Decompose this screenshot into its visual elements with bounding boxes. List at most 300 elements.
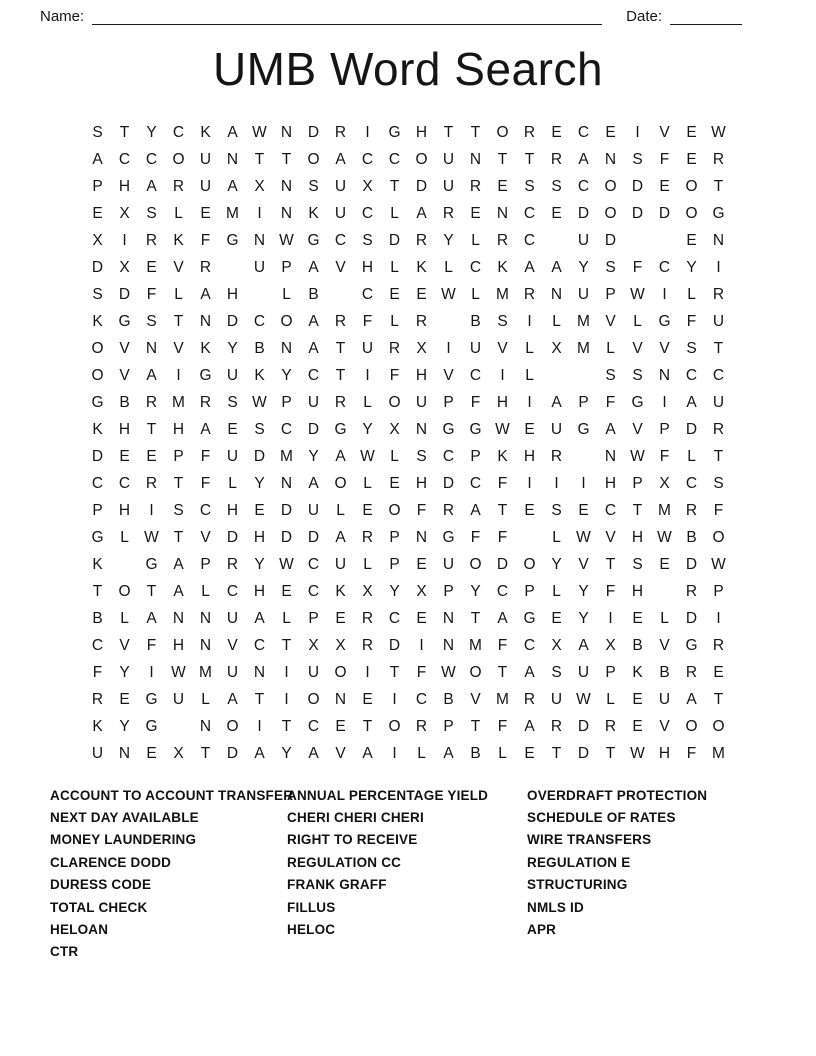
grid-cell: E — [92, 204, 103, 222]
grid-cell: T — [497, 150, 508, 168]
grid-cell: N — [442, 609, 455, 627]
grid-cell: O — [604, 204, 617, 222]
grid-cell: R — [415, 312, 428, 330]
grid-cell: W — [630, 447, 645, 465]
grid-cell: N — [118, 744, 131, 762]
grid-cell: N — [415, 528, 428, 546]
grid-cell: R — [388, 339, 401, 357]
grid-cell: G — [442, 528, 455, 546]
grid-cell: Y — [578, 609, 589, 627]
date-blank-line — [670, 10, 742, 25]
grid-cell: O — [712, 528, 725, 546]
grid-cell: C — [415, 690, 428, 708]
grid-cell: A — [497, 609, 508, 627]
grid-cell: K — [92, 717, 103, 735]
grid-cell: O — [685, 717, 698, 735]
grid-cell: V — [632, 420, 643, 438]
grid-cell: A — [146, 177, 157, 195]
grid-cell: O — [604, 177, 617, 195]
grid-cell: K — [308, 204, 319, 222]
grid-cell: H — [523, 447, 536, 465]
grid-cell: Y — [551, 555, 562, 573]
grid-cell: S — [551, 501, 562, 519]
grid-cell: P — [281, 393, 292, 411]
grid-cell: G — [631, 393, 644, 411]
grid-cell: P — [443, 582, 454, 600]
grid-cell: K — [200, 123, 211, 141]
grid-cell: H — [172, 636, 185, 654]
grid-cell: A — [362, 744, 373, 762]
grid-cell: P — [605, 285, 616, 303]
grid-cell: T — [119, 123, 130, 141]
word-grid — [84, 119, 732, 767]
grid-cell: M — [577, 312, 590, 330]
grid-cell: R — [685, 582, 698, 600]
grid-cell: R — [685, 663, 698, 681]
grid-cell: X — [551, 339, 562, 357]
grid-cell: E — [362, 690, 373, 708]
grid-cell: P — [632, 474, 643, 492]
grid-cell: O — [307, 150, 320, 168]
grid-cell: C — [577, 177, 590, 195]
grid-cell: F — [659, 447, 670, 465]
header — [0, 6, 816, 26]
grid-cell: L — [120, 528, 129, 546]
grid-cell: U — [307, 501, 320, 519]
grid-cell: X — [362, 582, 373, 600]
grid-cell: N — [199, 717, 212, 735]
grid-cell: Y — [254, 555, 265, 573]
grid-cell: N — [280, 204, 293, 222]
grid-cell: A — [173, 582, 184, 600]
grid-cell: C — [685, 474, 698, 492]
grid-cell: V — [659, 636, 670, 654]
grid-cell: L — [606, 339, 615, 357]
grid-cell: M — [199, 663, 212, 681]
grid-cell: W — [252, 123, 267, 141]
grid-cell: L — [660, 609, 669, 627]
grid-cell: O — [469, 555, 482, 573]
grid-cell: A — [335, 447, 346, 465]
grid-cell: P — [92, 177, 103, 195]
grid-cell: U — [307, 663, 320, 681]
grid-cell: U — [577, 285, 590, 303]
grid-cell: E — [200, 204, 211, 222]
grid-cell: E — [146, 258, 157, 276]
grid-cell: W — [441, 663, 456, 681]
word-list-item: CTR — [50, 944, 79, 960]
grid-cell: S — [92, 285, 103, 303]
grid-cell: Y — [119, 663, 130, 681]
grid-cell: V — [200, 528, 211, 546]
grid-cell: O — [172, 150, 185, 168]
grid-cell: R — [523, 285, 536, 303]
grid-cell: U — [226, 663, 239, 681]
grid-cell: E — [578, 501, 589, 519]
grid-cell: A — [416, 204, 427, 222]
grid-cell: E — [686, 123, 697, 141]
grid-cell: G — [388, 123, 401, 141]
grid-cell: U — [334, 204, 347, 222]
grid-cell: T — [173, 528, 184, 546]
grid-cell: Y — [227, 339, 238, 357]
grid-cell: M — [226, 204, 239, 222]
grid-cell: F — [146, 285, 157, 303]
grid-cell: R — [469, 177, 482, 195]
grid-cell: X — [119, 204, 130, 222]
grid-cell: E — [389, 285, 400, 303]
grid-cell: L — [282, 285, 291, 303]
page-title: UMB Word Search — [212, 43, 604, 95]
grid-cell: W — [252, 393, 267, 411]
grid-cell: I — [716, 258, 721, 276]
grid-cell: F — [659, 150, 670, 168]
grid-cell: C — [307, 582, 320, 600]
word-list-item: OVERDRAFT PROTECTION — [527, 787, 708, 803]
grid-cell: L — [363, 393, 372, 411]
grid-cell: S — [632, 366, 643, 384]
grid-cell: W — [441, 285, 456, 303]
grid-cell: A — [308, 258, 319, 276]
word-list-item: HELOC — [287, 922, 336, 938]
grid-cell: N — [280, 177, 293, 195]
grid-cell: G — [307, 231, 320, 249]
grid-cell: U — [226, 447, 239, 465]
grid-cell: A — [146, 366, 157, 384]
grid-cell: O — [685, 177, 698, 195]
grid-cell: E — [227, 420, 238, 438]
grid-cell: A — [146, 609, 157, 627]
word-list-item: SCHEDULE OF RATES — [527, 810, 676, 825]
grid-cell: C — [685, 366, 698, 384]
grid-cell: S — [497, 312, 508, 330]
grid-cell: O — [388, 717, 401, 735]
grid-cell: E — [659, 555, 670, 573]
grid-cell: T — [281, 150, 292, 168]
grid-cell: G — [685, 636, 698, 654]
grid-cell: C — [361, 285, 374, 303]
grid-cell: B — [659, 663, 670, 681]
grid-cell: E — [119, 447, 130, 465]
word-list-item: STRUCTURING — [527, 877, 628, 893]
grid-cell: A — [308, 744, 319, 762]
grid-cell: D — [307, 528, 320, 546]
word-list-item: DURESS CODE — [50, 877, 152, 893]
grid-cell: V — [173, 258, 184, 276]
grid-cell: T — [281, 717, 292, 735]
grid-cell: S — [551, 177, 562, 195]
grid-cell: R — [226, 555, 239, 573]
grid-cell: M — [496, 690, 509, 708]
grid-cell: R — [199, 393, 212, 411]
grid-cell: G — [91, 528, 104, 546]
grid-cell: R — [712, 285, 725, 303]
grid-cell: R — [523, 690, 536, 708]
grid-cell: L — [444, 258, 453, 276]
grid-cell: F — [605, 393, 616, 411]
grid-cell: T — [281, 636, 292, 654]
grid-cell: D — [442, 474, 455, 492]
grid-cell: L — [390, 312, 399, 330]
grid-cell: R — [442, 204, 455, 222]
grid-cell: A — [524, 258, 535, 276]
grid-cell: F — [416, 501, 427, 519]
grid-cell: W — [495, 420, 510, 438]
grid-cell: E — [119, 690, 130, 708]
grid-cell: L — [174, 204, 183, 222]
grid-cell: D — [631, 177, 644, 195]
word-list-item: WIRE TRANSFERS — [527, 832, 652, 848]
grid-cell: U — [577, 663, 590, 681]
grid-cell: D — [604, 231, 617, 249]
grid-cell: E — [416, 285, 427, 303]
grid-cell: O — [91, 366, 104, 384]
grid-cell: D — [307, 420, 320, 438]
grid-cell: H — [415, 366, 428, 384]
grid-cell — [570, 443, 597, 470]
grid-cell: K — [497, 447, 508, 465]
grid-cell: O — [388, 501, 401, 519]
grid-cell: Y — [281, 366, 292, 384]
grid-cell: T — [605, 555, 616, 573]
grid-cell: G — [91, 393, 104, 411]
grid-cell: I — [284, 690, 289, 708]
grid-cell: S — [713, 474, 724, 492]
grid-cell: D — [577, 717, 590, 735]
grid-cell: R — [334, 393, 347, 411]
grid-cell: S — [686, 339, 697, 357]
grid-cell: O — [91, 339, 104, 357]
grid-cell: S — [173, 501, 184, 519]
grid-cell: C — [577, 123, 590, 141]
grid-cell: V — [659, 123, 670, 141]
grid-cell: T — [146, 582, 157, 600]
grid-cell: C — [91, 636, 104, 654]
grid-cell: I — [662, 285, 667, 303]
grid-cell: L — [525, 339, 534, 357]
grid-cell: C — [469, 474, 482, 492]
grid-cell: W — [630, 744, 645, 762]
grid-cell: T — [443, 123, 454, 141]
grid-cell: V — [119, 339, 130, 357]
grid-cell: N — [658, 366, 671, 384]
grid-cell: R — [550, 150, 563, 168]
grid-cell: W — [171, 663, 186, 681]
grid-cell: R — [145, 474, 158, 492]
grid-cell: Y — [470, 582, 481, 600]
grid-cell: K — [416, 258, 427, 276]
grid-cell: G — [577, 420, 590, 438]
grid-cell: D — [415, 177, 428, 195]
grid-cell: K — [632, 663, 643, 681]
grid-cell: X — [362, 177, 373, 195]
grid-cell: E — [713, 663, 724, 681]
grid-cell: R — [334, 123, 347, 141]
grid-cell: I — [419, 636, 424, 654]
grid-cell: D — [118, 285, 131, 303]
grid-cell: N — [280, 123, 293, 141]
grid-cell: Y — [146, 123, 157, 141]
grid-cell: E — [632, 690, 643, 708]
grid-cell: N — [253, 663, 266, 681]
grid-cell: O — [280, 312, 293, 330]
grid-cell: X — [416, 582, 427, 600]
grid-cell: X — [605, 636, 616, 654]
grid-cell: V — [335, 258, 346, 276]
grid-cell: C — [118, 474, 131, 492]
grid-cell: U — [226, 366, 239, 384]
grid-cell: A — [227, 177, 238, 195]
grid-cell: A — [470, 501, 481, 519]
grid-cell: Y — [578, 582, 589, 600]
grid-cell: X — [119, 258, 130, 276]
grid-cell: I — [500, 366, 505, 384]
grid-cell: E — [551, 204, 562, 222]
grid-cell: Y — [362, 420, 373, 438]
grid-cell: E — [335, 609, 346, 627]
grid-cell: W — [360, 447, 375, 465]
grid-cell: B — [254, 339, 265, 357]
grid-cell: W — [630, 285, 645, 303]
grid-cell: U — [361, 339, 374, 357]
grid-cell: G — [145, 717, 158, 735]
grid-cell: C — [253, 312, 266, 330]
grid-cell: G — [442, 420, 455, 438]
grid-cell: K — [254, 366, 265, 384]
grid-cell: N — [199, 636, 212, 654]
grid-cell: U — [712, 393, 725, 411]
grid-cell: C — [523, 231, 536, 249]
grid-cell: I — [392, 744, 397, 762]
grid-cell — [111, 551, 138, 578]
grid-cell: U — [415, 393, 428, 411]
grid-cell: S — [362, 231, 373, 249]
grid-cell: N — [280, 474, 293, 492]
grid-cell: A — [578, 636, 589, 654]
grid-cell: B — [686, 528, 697, 546]
grid-cell: C — [199, 501, 212, 519]
grid-cell: F — [632, 258, 643, 276]
grid-cell: C — [388, 609, 401, 627]
grid-cell: I — [716, 609, 721, 627]
grid-cell: L — [606, 690, 615, 708]
grid-cell: U — [307, 393, 320, 411]
grid-cell: R — [415, 717, 428, 735]
grid-cell: H — [172, 420, 185, 438]
grid-cell: T — [497, 501, 508, 519]
grid-cell: F — [416, 663, 427, 681]
word-list-item: ACCOUNT TO ACCOUNT TRANSFER — [50, 787, 294, 803]
grid-cell: B — [470, 312, 481, 330]
grid-cell: K — [335, 582, 346, 600]
grid-cell: C — [658, 258, 671, 276]
grid-cell: E — [686, 231, 697, 249]
grid-cell: U — [199, 150, 212, 168]
grid-cell: L — [390, 204, 399, 222]
grid-cell: L — [174, 285, 183, 303]
grid-cell: N — [199, 312, 212, 330]
grid-cell — [246, 281, 273, 308]
grid-cell: I — [635, 123, 640, 141]
grid-cell — [570, 362, 597, 389]
grid-cell: V — [578, 555, 589, 573]
grid-cell: R — [442, 501, 455, 519]
grid-cell: L — [471, 231, 480, 249]
grid-cell: U — [91, 744, 104, 762]
grid-cell: F — [605, 582, 616, 600]
grid-cell: R — [550, 717, 563, 735]
grid-cell: L — [390, 447, 399, 465]
grid-cell: T — [470, 717, 481, 735]
grid-cell: V — [443, 366, 454, 384]
grid-cell: A — [254, 744, 265, 762]
grid-cell: W — [279, 231, 294, 249]
grid-cell: H — [415, 474, 428, 492]
grid-cell — [435, 308, 462, 335]
word-list-item: RIGHT TO RECEIVE — [287, 832, 418, 848]
grid-cell: B — [470, 744, 481, 762]
grid-cell: U — [550, 690, 563, 708]
grid-cell: I — [365, 366, 370, 384]
grid-cell: I — [365, 663, 370, 681]
grid-cell: F — [497, 636, 508, 654]
grid-cell: R — [415, 231, 428, 249]
grid-cell: R — [523, 123, 536, 141]
grid-cell: D — [388, 636, 401, 654]
grid-cell: E — [254, 501, 265, 519]
grid-cell: F — [146, 636, 157, 654]
grid-cell: A — [551, 258, 562, 276]
grid-cell: I — [554, 474, 559, 492]
grid-cell: F — [470, 393, 481, 411]
grid-cell: P — [92, 501, 103, 519]
grid-cell: N — [226, 150, 239, 168]
word-list-item: TOTAL CHECK — [50, 899, 148, 915]
grid-cell: V — [605, 312, 616, 330]
grid-cell: H — [361, 258, 374, 276]
grid-cell: A — [254, 609, 265, 627]
grid-cell: I — [446, 339, 451, 357]
grid-cell: U — [253, 258, 266, 276]
grid-cell: D — [226, 528, 239, 546]
grid-cell: S — [605, 366, 616, 384]
name-blank-line — [92, 10, 602, 25]
grid-cell: P — [443, 393, 454, 411]
grid-cell — [543, 227, 570, 254]
grid-cell: L — [552, 528, 561, 546]
grid-cell: I — [608, 609, 613, 627]
grid-cell: Y — [281, 744, 292, 762]
grid-cell: N — [469, 150, 482, 168]
grid-cell: D — [388, 231, 401, 249]
grid-cell: O — [334, 474, 347, 492]
grid-cell: V — [659, 339, 670, 357]
grid-cell: G — [712, 204, 725, 222]
grid-cell: Y — [308, 447, 319, 465]
grid-cell: O — [388, 393, 401, 411]
grid-cell: C — [280, 420, 293, 438]
grid-cell: F — [497, 717, 508, 735]
grid-cell: R — [712, 636, 725, 654]
grid-cell: P — [389, 555, 400, 573]
grid-cell: H — [631, 528, 644, 546]
grid-cell: C — [307, 366, 320, 384]
grid-cell: P — [173, 447, 184, 465]
grid-cell: H — [253, 528, 266, 546]
grid-cell: M — [280, 447, 293, 465]
grid-cell: M — [469, 636, 482, 654]
grid-cell: T — [200, 744, 211, 762]
